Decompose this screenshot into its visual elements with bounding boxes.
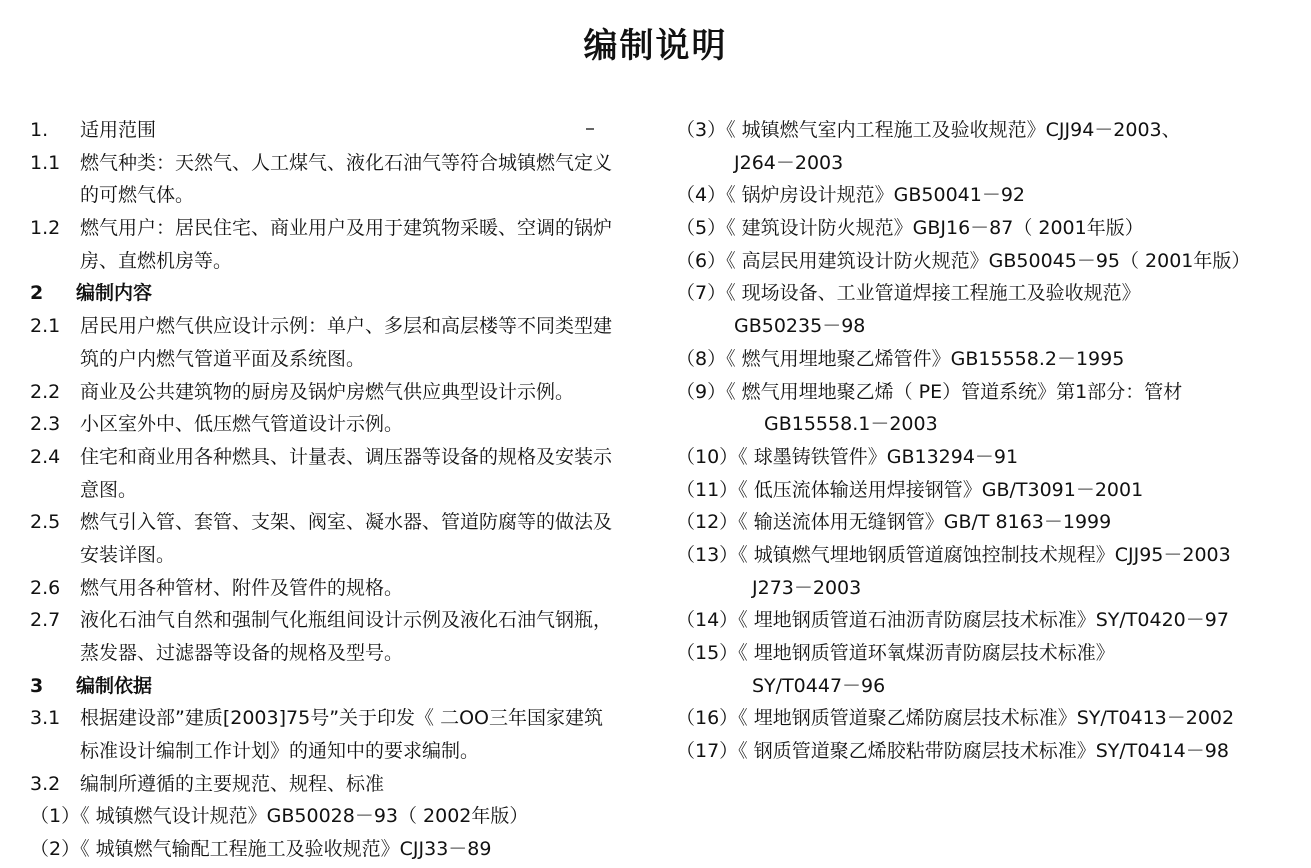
item-text: （7）《 现场设备、工业管道焊接工程施工及验收规范》 (676, 282, 1141, 305)
item-text: （12）《 输送流体用无缝钢管》GB/T 8163－1999 (676, 511, 1112, 534)
item-number: 2.4 (30, 445, 61, 468)
standard-item (676, 539, 1306, 572)
list-item-continuation (30, 179, 660, 212)
item-text: （4）《 锅炉房设计规范》GB50041－92 (676, 184, 1026, 207)
item-number: 2.5 (30, 511, 61, 534)
standard-item-continuation (676, 408, 1306, 441)
section-heading (30, 277, 660, 310)
left-column (30, 114, 660, 866)
standard-item (676, 277, 1306, 310)
standard-item (676, 637, 1306, 670)
list-item-continuation (30, 735, 660, 768)
item-number: 3.1 (30, 707, 61, 730)
item-text: （8）《 燃气用埋地聚乙烯管件》GB15558.2－1995 (676, 347, 1125, 370)
item-text: （13）《 城镇燃气埋地钢质管道腐蚀控制技术规程》CJJ95－2003 (676, 543, 1231, 566)
standard-item (676, 441, 1306, 474)
list-item (30, 702, 660, 735)
standard-item-continuation (676, 147, 1306, 180)
item-text: 燃气种类：天然气、人工煤气、液化石油气等符合城镇燃气定义 (80, 151, 613, 174)
standard-item (30, 800, 660, 833)
page-title: 编制说明 (583, 26, 728, 66)
list-item (30, 147, 660, 180)
item-text: 筑的户内燃气管道平面及系统图。 (80, 347, 366, 370)
list-item (30, 768, 660, 801)
list-item (30, 441, 660, 474)
standard-item (676, 343, 1306, 376)
item-text: 适用范围 (80, 119, 157, 141)
item-text: （14）《 埋地钢质管道石油沥青防腐层技术标准》SY/T0420－97 (676, 609, 1229, 632)
item-text: 小区室外中、低压燃气管道设计示例。 (80, 413, 404, 436)
list-item (30, 572, 660, 605)
item-text: GB15558.1－2003 (764, 413, 938, 436)
item-text: 的可燃气体。 (80, 184, 195, 207)
item-text: 燃气引入管、套管、支架、阀室、凝水器、管道防腐等的做法及 (80, 511, 613, 534)
item-number: 1.1 (30, 151, 61, 174)
item-text: GB50235－98 (734, 315, 866, 338)
list-item (30, 376, 660, 409)
item-text: （9）《 燃气用埋地聚乙烯（ PE）管道系统》第1部分：管材 (676, 380, 1183, 403)
item-text: 意图。 (80, 478, 138, 501)
list-item-continuation (30, 474, 660, 507)
item-text: （3）《 城镇燃气室内工程施工及验收规范》CJJ94－2003、 (676, 119, 1181, 141)
standard-item (676, 179, 1306, 212)
item-number: 1. (30, 119, 49, 141)
list-item (30, 506, 660, 539)
item-text: SY/T0447－96 (752, 674, 886, 697)
item-text: 根据建设部”建质[2003]75号”关于印发《 二OO三年国家建筑 (80, 707, 603, 730)
item-number: 2.7 (30, 609, 61, 632)
standard-item (676, 702, 1306, 735)
list-item (30, 212, 660, 245)
item-text: （10）《 球墨铸铁管件》GB13294－91 (676, 445, 1019, 468)
section-number: 3 (30, 674, 44, 697)
item-text: 房、直燃机房等。 (80, 249, 233, 272)
list-item (30, 114, 660, 147)
item-text: （17）《 钢质管道聚乙烯胶粘带防腐层技术标准》SY/T0414－98 (676, 740, 1229, 763)
item-number: 2.3 (30, 413, 61, 436)
item-text: 安装详图。 (80, 543, 176, 566)
item-number: 2.2 (30, 380, 61, 403)
item-text: 液化石油气自然和强制气化瓶组间设计示例及液化石油气钢瓶， (80, 609, 613, 632)
item-text: 燃气用户：居民住宅、商业用户及用于建筑物采暖、空调的锅炉 (80, 217, 613, 240)
section-number: 2 (30, 282, 44, 305)
standard-item (676, 245, 1306, 278)
item-text: 标准设计编制工作计划》的通知中的要求编制。 (80, 740, 480, 763)
section-title: 编制依据 (76, 674, 153, 697)
list-item-continuation (30, 245, 660, 278)
standard-item-continuation (676, 310, 1306, 343)
list-item (30, 408, 660, 441)
standard-item-continuation (676, 670, 1306, 703)
item-text: （2）《 城镇燃气输配工程施工及验收规范》CJJ33－89 (30, 838, 492, 861)
standard-item (676, 114, 1306, 147)
item-text: 商业及公共建筑物的厨房及锅炉房燃气供应典型设计示例。 (80, 380, 575, 403)
item-text: （15）《 埋地钢质管道环氧煤沥青防腐层技术标准》 (676, 642, 1115, 664)
list-item (30, 310, 660, 343)
item-text: J264－2003 (734, 151, 844, 174)
item-number: 2.6 (30, 576, 61, 599)
standard-item (676, 604, 1306, 637)
standard-item (676, 474, 1306, 507)
standard-item (676, 735, 1306, 768)
item-text: 编制所遵循的主要规范、规程、标准 (80, 772, 385, 795)
standard-item (676, 506, 1306, 539)
item-text: （16）《 埋地钢质管道聚乙烯防腐层技术标准》SY/T0413－2002 (676, 707, 1235, 730)
list-item-continuation (30, 343, 660, 376)
item-text: 燃气用各种管材、附件及管件的规格。 (80, 576, 404, 599)
standard-item (30, 833, 660, 866)
item-text: 居民用户燃气供应设计示例：单户、多层和高层楼等不同类型建 (80, 315, 613, 338)
list-item-continuation (30, 637, 660, 670)
item-text: J273－2003 (752, 576, 862, 599)
item-text: （11）《 低压流体输送用焊接钢管》GB/T3091－2001 (676, 478, 1144, 501)
item-number: 3.2 (30, 772, 61, 795)
item-text: （5）《 建筑设计防火规范》GBJ16－87（ 2001年版） (676, 217, 1144, 240)
standard-item (676, 212, 1306, 245)
item-number: 1.2 (30, 217, 61, 240)
section-heading (30, 670, 660, 703)
item-text: 蒸发器、过滤器等设备的规格及型号。 (80, 642, 404, 664)
item-text: （1）《 城镇燃气设计规范》GB50028－93（ 2002年版） (30, 805, 529, 828)
list-item-continuation (30, 539, 660, 572)
list-item (30, 604, 660, 637)
item-number: 2.1 (30, 315, 61, 338)
item-text: 住宅和商业用各种燃具、计量表、调压器等设备的规格及安装示 (80, 445, 613, 468)
item-text: （6）《 高层民用建筑设计防火规范》GB50045－95（ 2001年版） (676, 249, 1251, 272)
standard-item (676, 376, 1306, 409)
standard-item-continuation (676, 572, 1306, 605)
section-title: 编制内容 (76, 282, 153, 305)
right-column (676, 114, 1306, 768)
